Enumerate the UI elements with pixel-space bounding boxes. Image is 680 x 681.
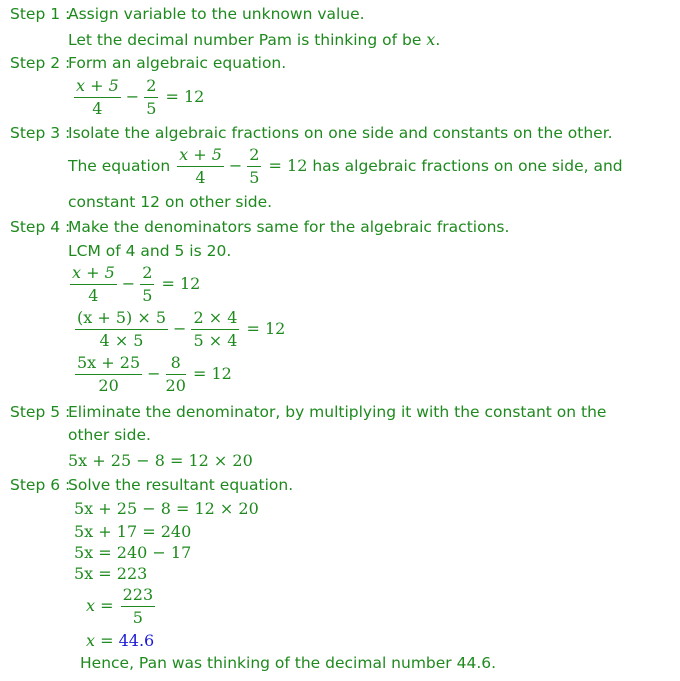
step-5-label: Step 5 :	[10, 403, 71, 421]
step-5-equation: 5x + 25 − 8 = 12 × 20	[68, 451, 253, 470]
step-4-lcm: LCM of 4 and 5 is 20.	[68, 242, 232, 260]
step-5-title-cont: other side.	[68, 426, 151, 444]
step-2-equation: $\frac{x + 5}{4}$ − $\frac{2}{5}$ = 12	[76, 76, 205, 118]
step-6-eq-3: 5x = 240 − 17	[74, 543, 192, 562]
step-5-title: Eliminate the denominator, by multiplying it with the constant on the	[68, 403, 607, 421]
step-1-title: Assign variable to the unknown value.	[68, 5, 365, 23]
step-3-label: Step 3 :	[10, 124, 71, 142]
step-4-equation-1: $\frac{x + 5}{4}$ − $\frac{2}{5}$ = 12	[72, 263, 201, 305]
step-2-label: Step 2 :	[10, 54, 71, 72]
step-3-line: The equation $\frac{x + 5}{4}$ − $\frac{2}{5}$ = 12 has algebraic fractions on one side, and	[68, 145, 623, 187]
step-4-title: Make the denominators same for the algebraic fractions.	[68, 218, 510, 236]
step-3-line2: constant 12 on other side.	[68, 193, 273, 211]
step-4-equation-3: $\frac{5x + 25}{20}$ − $\frac{8}{20}$ = 12	[77, 353, 232, 395]
step-6-eq-2: 5x + 17 = 240	[74, 522, 192, 541]
conclusion: Hence, Pan was thinking of the decimal number 44.6.	[80, 654, 497, 672]
step-1-line: Let the decimal number Pam is thinking of be x.	[68, 30, 441, 49]
step-2-title: Form an algebraic equation.	[68, 54, 287, 72]
step-3-title: Isolate the algebraic fractions on one side and constants on the other.	[68, 124, 613, 142]
step-6-eq-1: 5x + 25 − 8 = 12 × 20	[74, 499, 259, 518]
step-1-label: Step 1 :	[10, 5, 71, 23]
step-6-final-answer: x = 44.6	[86, 631, 155, 650]
step-4-label: Step 4 :	[10, 218, 71, 236]
step-6-fraction-eq: x = $\frac{223}{5}$	[86, 585, 154, 627]
step-6-label: Step 6 :	[10, 476, 71, 494]
step-6-eq-4: 5x = 223	[74, 564, 148, 583]
step-4-equation-2: $\frac{(x + 5) \times 5}{4 \times 5}$ − $\frac{2 \times 4}{5 \times 4}$ = 12	[77, 308, 286, 350]
step-6-title: Solve the resultant equation.	[68, 476, 294, 494]
